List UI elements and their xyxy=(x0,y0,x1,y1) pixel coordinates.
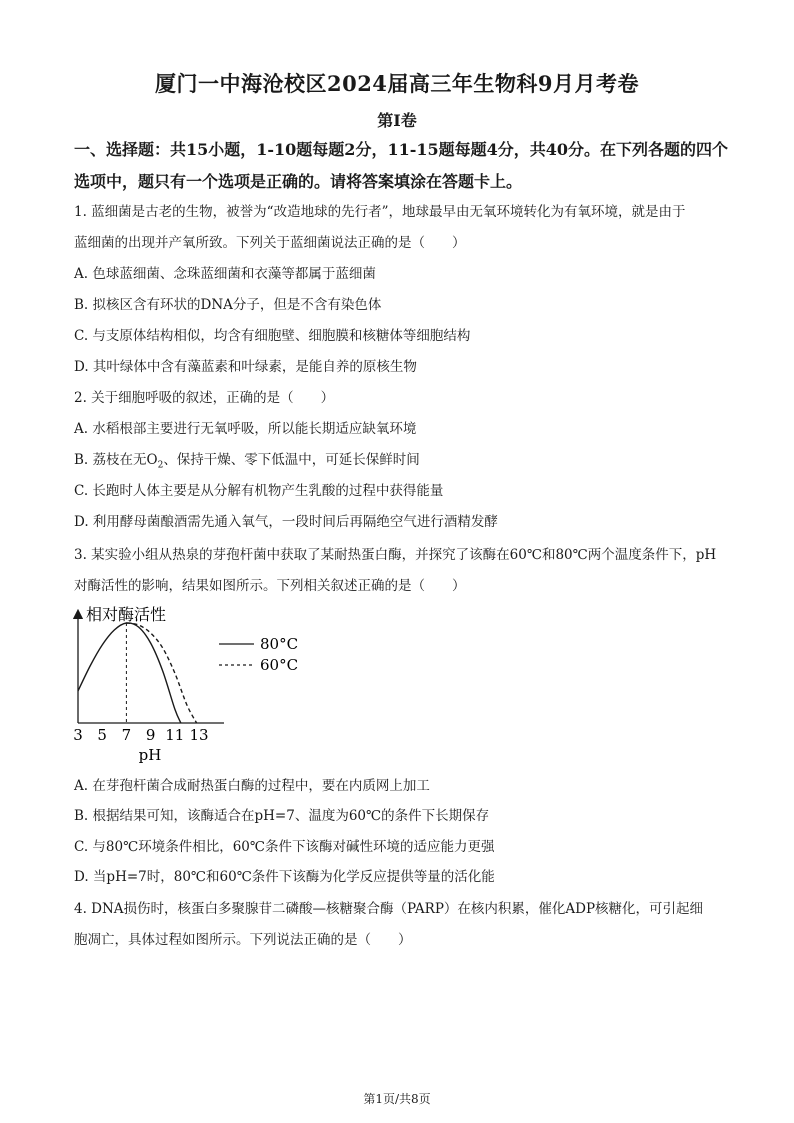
question-1-option-c: C. 与支原体结构相似，均含有细胞壁、细胞膜和核糖体等细胞结构 xyxy=(74,328,471,344)
question-3-stem-line-2: 对酶活性的影响，结果如图所示。下列相关叙述正确的是（ ） xyxy=(74,578,466,594)
question-2-option-c: C. 长跑时人体主要是从分解有机物产生乳酸的过程中获得能量 xyxy=(74,483,444,499)
section-heading-line-2: 选项中，题只有一个选项是正确的。请将答案填涂在答题卡上。 xyxy=(74,172,523,191)
question-2-option-b-start: B. 荔枝在无O xyxy=(74,452,158,468)
x-axis-label: pH xyxy=(138,746,162,764)
question-3-option-b: B. 根据结果可知，该酶适合在pH=7、温度为60℃的条件下长期保存 xyxy=(74,808,490,824)
x-tick-label: 5 xyxy=(97,726,107,744)
question-3-stem-line-1: 3. 某实验小组从热泉的芽孢杆菌中获取了某耐热蛋白酶，并探究了该酶在60℃和80℃两个温度条件下，pH xyxy=(74,547,717,563)
question-1-stem-line-1: 1. 蓝细菌是古老的生物，被誉为“改造地球的先行者”，地球最早由无氧环境转化为有氧环境，就是由于 xyxy=(74,204,686,220)
series-line-80c xyxy=(78,623,181,723)
x-tick-label: 3 xyxy=(73,726,83,744)
question-1-stem-line-2: 蓝细菌的出现并产氧所致。下列关于蓝细菌说法正确的是（ ） xyxy=(74,235,466,251)
question-2-option-b xyxy=(74,450,734,476)
question-2-option-d: D. 利用酵母菌酿酒需先通入氧气，一段时间后再隔绝空气进行酒精发酵 xyxy=(74,514,498,530)
x-tick-label: 13 xyxy=(189,726,209,744)
oxygen-subscript: 2 xyxy=(157,460,164,471)
question-1-option-d: D. 其叶绿体中含有藻蓝素和叶绿素，是能自养的原核生物 xyxy=(74,359,417,375)
question-2-stem: 2. 关于细胞呼吸的叙述，正确的是（ ） xyxy=(74,390,335,406)
question-4-stem-line-2: 胞凋亡，具体过程如图所示。下列说法正确的是（ ） xyxy=(74,932,412,948)
exam-title: 厦门一中海沧校区2024届高三年生物科9月月考卷 xyxy=(154,71,640,96)
page-number: 第1页/共8页 xyxy=(363,1092,431,1106)
x-tick-label: 7 xyxy=(121,726,132,744)
x-tick-label: 11 xyxy=(165,726,185,744)
question-3-option-a: A. 在芽孢杆菌合成耐热蛋白酶的过程中，要在内质网上加工 xyxy=(74,778,430,794)
y-axis-label: 相对酶活性 xyxy=(86,605,167,624)
enzyme-activity-chart xyxy=(64,600,324,770)
question-2-option-a: A. 水稻根部主要进行无氧呼吸，所以能长期适应缺氧环境 xyxy=(74,421,417,437)
part-label: 第Ⅰ卷 xyxy=(377,111,417,130)
x-tick-label: 9 xyxy=(145,726,156,744)
question-3-option-c: C. 与80℃环境条件相比，60℃条件下该酶对碱性环境的适应能力更强 xyxy=(74,839,495,855)
legend-80c-label: 80°C xyxy=(260,635,299,653)
question-4-stem-line-1: 4. DNA损伤时，核蛋白多聚腺苷二磷酸—核糖聚合酶（PARP）在核内积累，催化ADP核糖化，可引起细 xyxy=(74,901,704,917)
question-3-option-d: D. 当pH=7时，80℃和60℃条件下该酶为化学反应提供等量的活化能 xyxy=(74,869,495,885)
question-1-option-a: A. 色球蓝细菌、念珠蓝细菌和衣藻等都属于蓝细菌 xyxy=(74,266,376,282)
question-1-option-b: B. 拟核区含有环状的DNA分子，但是不含有染色体 xyxy=(74,297,382,313)
legend-60c-label: 60°C xyxy=(260,656,299,674)
series-line-60c xyxy=(126,623,196,723)
section-heading-line-1: 一、选择题：共15小题，1-10题每题2分，11-15题每题4分，共40分。在下列各题的四个 xyxy=(74,140,729,159)
question-2-option-b-rest: 、保持干燥、零下低温中，可延长保鲜时间 xyxy=(163,452,420,468)
